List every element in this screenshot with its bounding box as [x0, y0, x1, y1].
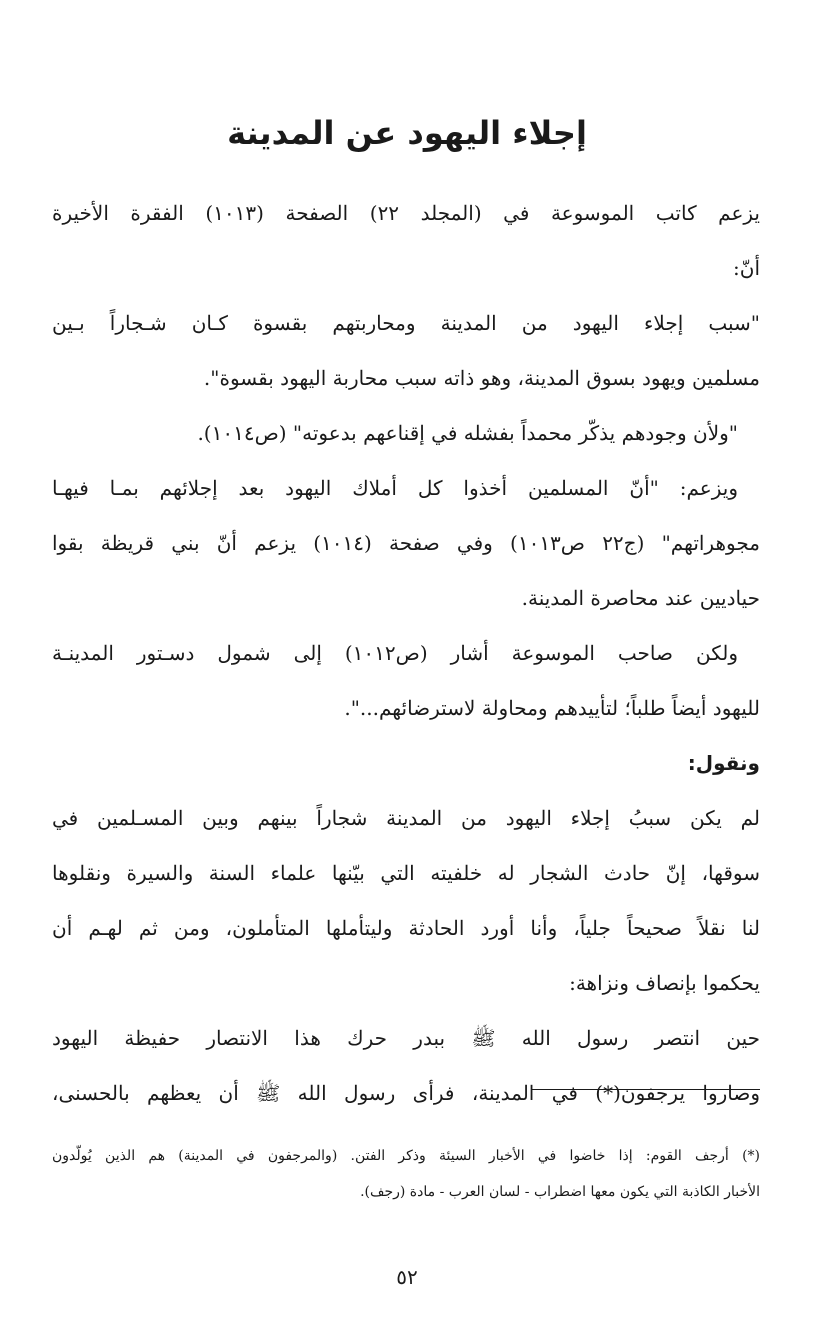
body-text [52, 186, 760, 1121]
paragraph-line: حين انتصر رسول الله ﷺ ببدر حرك هذا الانتصار حفيظة اليهود [52, 1026, 760, 1050]
paragraph-line: يزعم كاتب الموسوعة في (المجلد ٢٢) الصفحة (١٠١٣) الفقرة الأخيرة [52, 201, 760, 225]
footnotes [52, 1138, 760, 1210]
page-title: إجلاء اليهود عن المدينة [227, 114, 587, 152]
paragraph-line: سوقها، إنّ حادث الشجار له خلفيته التي بيّنها علماء السنة والسيرة ونقلوها [52, 861, 760, 885]
paragraph-line: حياديين عند محاصرة المدينة. [521, 586, 760, 610]
footnote-line: (*) أرجف القوم: إذا خاضوا في الأخبار السيئة وذكر الفتن. (والمرجفون في المدينة) هم الذين يُولّدون [52, 1148, 760, 1164]
section-heading: ونقول: [687, 751, 760, 775]
paragraph-line: أنّ: [733, 256, 760, 280]
paragraph-line: لنا نقلاً صحيحاً جلياً، وأنا أورد الحادثة وليتأملها المتأملون، ومن ثم لهـم أن [52, 916, 760, 940]
paragraph-line: ولكن صاحب الموسوعة أشار (ص١٠١٢) إلى شمول دسـتور المدينـة [52, 641, 738, 665]
quote-line: مسلمين ويهود بسوق المدينة، وهو ذاته سبب محاربة اليهود بقسوة". [203, 366, 760, 390]
paragraph-line: لم يكن سببُ إجلاء اليهود من المدينة شجاراً بينهم وبين المسـلمين في [52, 806, 760, 830]
footnote-line: الأخبار الكاذبة التي يكون معها اضطراب - لسان العرب - مادة (رجف). [360, 1184, 760, 1200]
footnote-divider [532, 1089, 760, 1090]
paragraph-line: مجوهراتهم" (ج٢٢ ص١٠١٣) وفي صفحة (١٠١٤) يزعم أنّ بني قريظة بقوا [52, 531, 760, 555]
quote-line: "ولأن وجودهم يذكّر محمداً بفشله في إقناعهم بدعوته" (ص١٠١٤). [197, 421, 738, 445]
paragraph-line: ويزعم: "أنّ المسلمين أخذوا كل أملاك اليهود بعد إجلائهم بمـا فيهـا [52, 476, 738, 500]
paragraph-line: وصاروا يرجفون(*) في المدينة، فرأى رسول الله ﷺ أن يعظهم بالحسنى، [52, 1081, 760, 1105]
page-number: ٥٢ [396, 1265, 418, 1289]
paragraph-line: يحكموا بإنصاف ونزاهة: [569, 971, 760, 995]
paragraph-line: لليهود أيضاً طلباً؛ لتأييدهم ومحاولة لاسترضائهم...". [344, 696, 760, 720]
quote-line: "سبب إجلاء اليهود من المدينة ومحاربتهم بقسوة كـان شـجاراً بـين [52, 311, 760, 335]
